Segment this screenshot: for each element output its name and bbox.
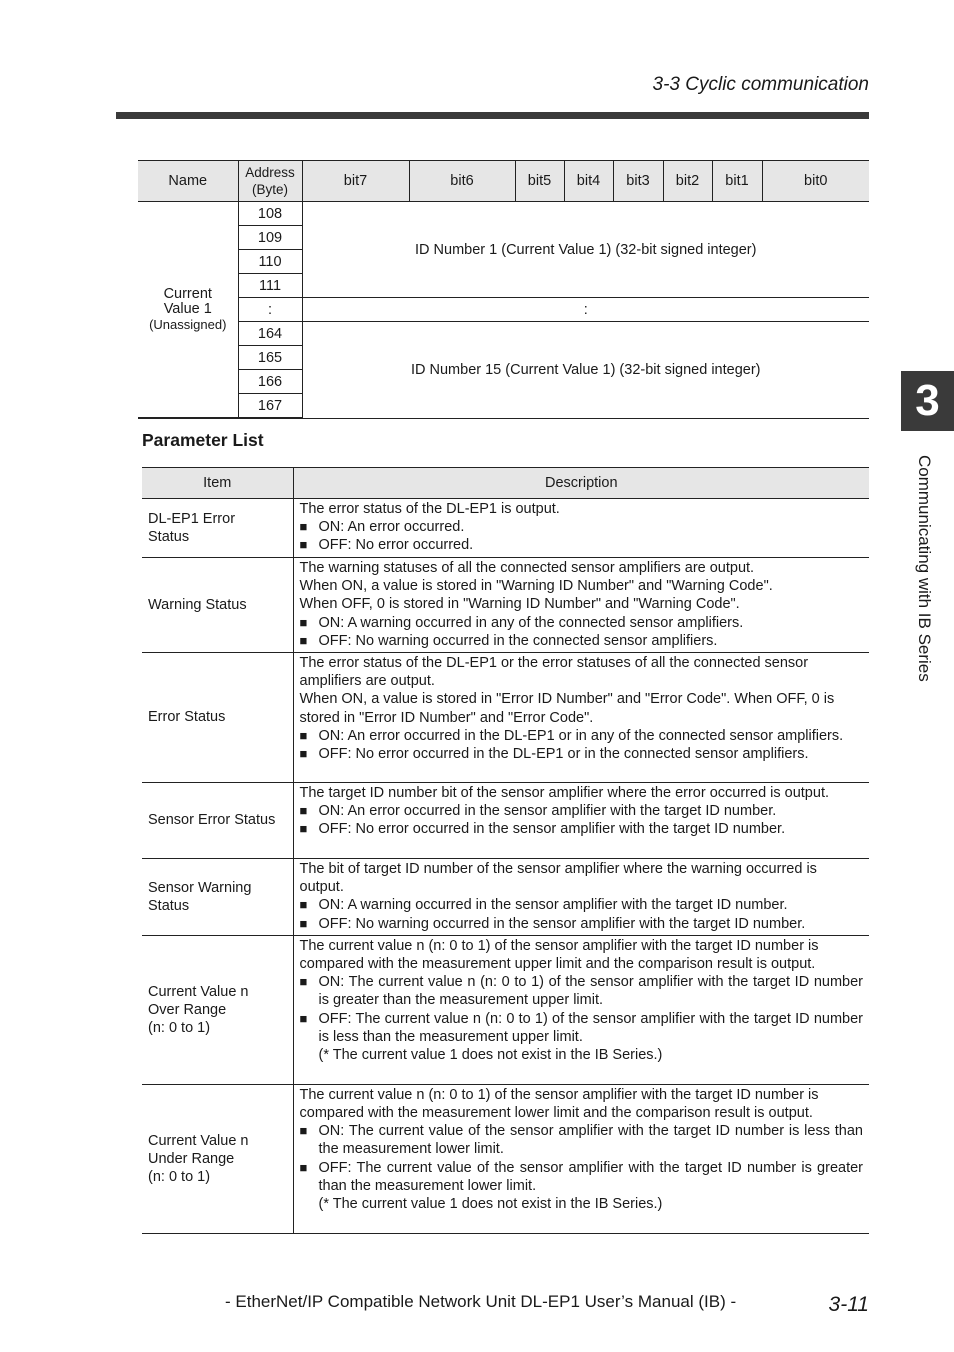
section-header-title: 3-3 Cyclic communication [652, 74, 869, 95]
description-text: The current value n (n: 0 to 1) of the sensor amplifier with the target ID number is compared with the measurement upper limit and the comparison result is output. [299, 937, 819, 973]
bullet-item [300, 896, 864, 914]
address-table [138, 160, 869, 419]
name-line3: (Unassigned) [149, 316, 227, 332]
description-cell [293, 935, 869, 1084]
bullet-item [300, 536, 864, 554]
bullet-text: OFF: No warning occurred in the connected sensor amplifiers. [318, 632, 718, 649]
item-cell [142, 653, 293, 783]
address-cell: 164 [238, 322, 302, 346]
square-bullet-icon: ■ [299, 727, 308, 743]
bullet-text: ON: A warning occurred in the sensor amplifier with the target ID number. [318, 897, 788, 914]
table-row [138, 202, 869, 226]
square-bullet-icon: ■ [299, 803, 308, 819]
desc-ellipsis: : [302, 298, 869, 322]
description-text: The warning statuses of all the connected sensor amplifiers are output. [299, 560, 755, 576]
footer-manual-title: - EtherNet/IP Compatible Network Unit DL-EP1 User’s Manual (IB) - [225, 1292, 737, 1311]
description-text: When ON, a value is stored in "Error ID Number" and "Error Code". When OFF, 0 is stored in "Error ID Number" and "Error Code". [299, 691, 835, 726]
name-cell [138, 202, 238, 419]
description-text: The bit of target ID number of the sensor amplifier where the warning occurred is output. [299, 861, 817, 896]
item-cell [142, 783, 293, 859]
item-cell [142, 499, 293, 558]
square-bullet-icon: ■ [299, 1123, 308, 1139]
item-label: Current Value n [148, 983, 249, 1000]
bullet-item [300, 745, 864, 763]
bullet-item [300, 632, 864, 650]
bullet-text: ON: A warning occurred in any of the connected sensor amplifiers. [318, 614, 744, 631]
header-address-line2: (Byte) [251, 182, 288, 197]
item-label: Current Value n [148, 1132, 249, 1149]
bullet-item [300, 915, 864, 933]
square-bullet-icon: ■ [299, 519, 308, 535]
bullet-item [300, 1122, 864, 1158]
bullet-item [300, 1010, 864, 1046]
table-row [142, 935, 869, 1084]
header-name: Name [138, 161, 238, 202]
header-bit2: bit2 [663, 161, 712, 202]
bullet-text: ON: The current value n (n: 0 to 1) of the sensor amplifier with the target ID number is greater than the measurement upper limit. [318, 974, 863, 1009]
header-address-line1: Address [245, 165, 295, 180]
square-bullet-icon: ■ [299, 821, 308, 837]
square-bullet-icon: ■ [299, 1159, 308, 1175]
address-cell: 111 [238, 274, 302, 298]
table-row [142, 859, 869, 936]
address-cell: 110 [238, 250, 302, 274]
table-row [138, 322, 869, 346]
name-line2: Value 1 [163, 300, 212, 317]
bullet-item [300, 802, 864, 820]
parameter-table-header [142, 468, 869, 499]
description-cell [293, 558, 869, 653]
address-cell: 167 [238, 394, 302, 419]
square-bullet-icon: ■ [299, 746, 308, 762]
header-bit4: bit4 [564, 161, 613, 202]
item-label: Status [148, 529, 190, 545]
header-bit0: bit0 [762, 161, 869, 202]
note-text: (* The current value 1 does not exist in the IB Series.) [318, 1196, 663, 1213]
chapter-tab: 3 [901, 371, 954, 431]
bullet-text: OFF: No error occurred in the sensor amplifier with the target ID number. [318, 821, 786, 838]
description-text: The error status of the DL-EP1 is output. [299, 501, 560, 517]
description-text: When OFF, 0 is stored in "Warning ID Number" and "Warning Code". [299, 596, 740, 613]
bullet-text: ON: An error occurred in the sensor amplifier with the target ID number. [318, 803, 777, 820]
bullet-text: ON: An error occurred in the DL-EP1 or in any of the connected sensor amplifiers. [318, 727, 844, 744]
item-cell [142, 1084, 293, 1233]
header-bit7: bit7 [302, 161, 409, 202]
table-row [142, 558, 869, 653]
item-label: Sensor Error Status [148, 812, 276, 829]
square-bullet-icon: ■ [299, 915, 308, 931]
header-description: Description [293, 468, 869, 499]
header-rule [116, 112, 869, 119]
header-bit3: bit3 [613, 161, 663, 202]
address-cell: 165 [238, 346, 302, 370]
item-label: Over Range [148, 1001, 227, 1018]
parameter-table [142, 467, 869, 1234]
square-bullet-icon: ■ [299, 974, 308, 990]
page-number: 3-11 [828, 1293, 869, 1316]
header-bit1: bit1 [712, 161, 762, 202]
bullet-item [300, 1159, 864, 1195]
table-row [142, 499, 869, 558]
address-cell: 108 [238, 202, 302, 226]
square-bullet-icon: ■ [299, 897, 308, 913]
table-row [142, 653, 869, 783]
bullet-text: OFF: The current value of the sensor amplifier with the target ID number is greater than the measurement lower limit. [318, 1159, 863, 1194]
square-bullet-icon: ■ [299, 537, 308, 553]
address-cell: 109 [238, 226, 302, 250]
bullet-text: OFF: No warning occurred in the sensor amplifier with the target ID number. [318, 915, 806, 932]
item-label: Sensor Warning [148, 879, 252, 896]
description-text: The current value n (n: 0 to 1) of the sensor amplifier with the target ID number is compared with the measurement lower limit and the comparison result is output. [299, 1086, 819, 1122]
bullet-text: ON: An error occurred. [318, 519, 465, 536]
note-text: (* The current value 1 does not exist in the IB Series.) [318, 1047, 663, 1064]
description-cell [293, 859, 869, 936]
description-cell [293, 653, 869, 783]
header-address [238, 161, 302, 202]
description-text: The target ID number bit of the sensor amplifier where the error occurred is output. [299, 785, 829, 802]
square-bullet-icon: ■ [299, 614, 308, 630]
item-label: DL-EP1 Error [148, 510, 236, 527]
header-bit6: bit6 [409, 161, 515, 202]
desc-group2: ID Number 15 (Current Value 1) (32-bit signed integer) [302, 322, 869, 419]
bullet-item [300, 614, 864, 632]
item-label: Error Status [148, 709, 226, 726]
parameter-list-title: Parameter List [142, 430, 264, 450]
bullet-text: ON: The current value of the sensor amplifier with the target ID number is less than the measurement lower limit. [318, 1123, 863, 1158]
bullet-item [300, 518, 864, 536]
bullet-text: OFF: The current value n (n: 0 to 1) of the sensor amplifier with the target ID number is less than the measurement upper limit. [318, 1010, 863, 1045]
item-label: (n: 0 to 1) [148, 1019, 211, 1036]
item-cell [142, 859, 293, 936]
description-cell [293, 499, 869, 558]
bullet-item [300, 820, 864, 838]
description-text: The error status of the DL-EP1 or the error statuses of all the connected sensor amplifiers are output. [299, 655, 809, 690]
header-bit5: bit5 [515, 161, 564, 202]
description-text: When ON, a value is stored in "Warning ID Number" and "Warning Code". [299, 578, 773, 595]
item-label: (n: 0 to 1) [148, 1168, 211, 1185]
item-cell [142, 558, 293, 653]
address-cell: 166 [238, 370, 302, 394]
item-label: Warning Status [148, 596, 247, 613]
chapter-side-title: Communicating with IB Series [915, 455, 934, 682]
table-row [138, 298, 869, 322]
address-cell: : [238, 298, 302, 322]
square-bullet-icon: ■ [299, 1010, 308, 1026]
item-label: Under Range [148, 1150, 235, 1167]
square-bullet-icon: ■ [299, 632, 308, 648]
bullet-text: OFF: No error occurred. [318, 537, 474, 554]
bullet-item [300, 973, 864, 1009]
table-row [142, 783, 869, 859]
parameter-table-body [142, 499, 869, 1234]
description-cell [293, 1084, 869, 1233]
bullet-text: OFF: No error occurred in the DL-EP1 or in the connected sensor amplifiers. [318, 746, 809, 763]
description-cell [293, 783, 869, 859]
item-label: Status [148, 897, 190, 914]
address-table-header [138, 161, 869, 202]
desc-group1: ID Number 1 (Current Value 1) (32-bit signed integer) [302, 202, 869, 298]
name-line1: Current [163, 285, 212, 302]
table-row [142, 1084, 869, 1233]
bullet-item [300, 727, 864, 745]
header-item: Item [142, 468, 293, 499]
item-cell [142, 935, 293, 1084]
